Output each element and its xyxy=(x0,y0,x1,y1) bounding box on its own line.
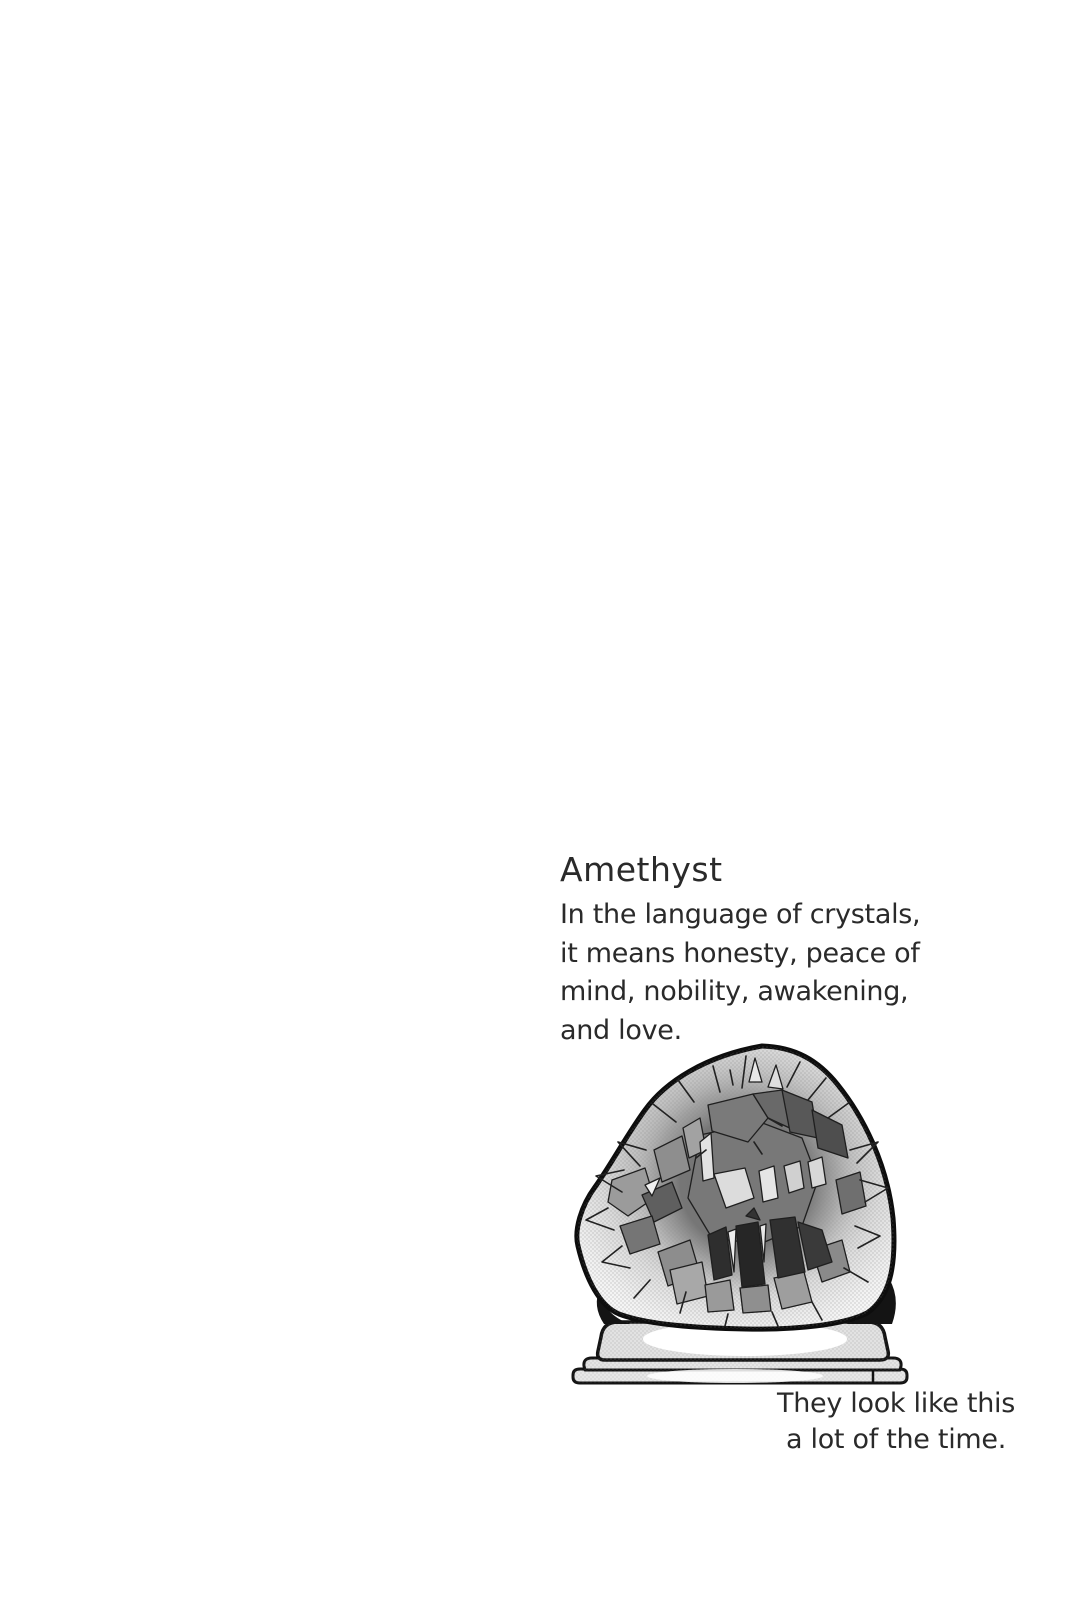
crystal-title: Amethyst xyxy=(560,850,723,889)
amethyst-geode-illustration xyxy=(550,1030,920,1390)
crystal-info-block xyxy=(560,850,980,1050)
crystal-description-line: it means honesty, peace of xyxy=(560,937,920,969)
caption-line: They look like this xyxy=(777,1388,1015,1419)
crystal-description-line: mind, nobility, awakening, xyxy=(560,976,909,1007)
amethyst-geode-on-stand-icon xyxy=(550,1030,920,1390)
caption-block xyxy=(762,1386,1030,1458)
caption-line: a lot of the time. xyxy=(785,1424,1006,1455)
crystal-description-line: In the language of crystals, xyxy=(560,899,921,930)
crystal-description-line: and love. xyxy=(560,1014,682,1046)
